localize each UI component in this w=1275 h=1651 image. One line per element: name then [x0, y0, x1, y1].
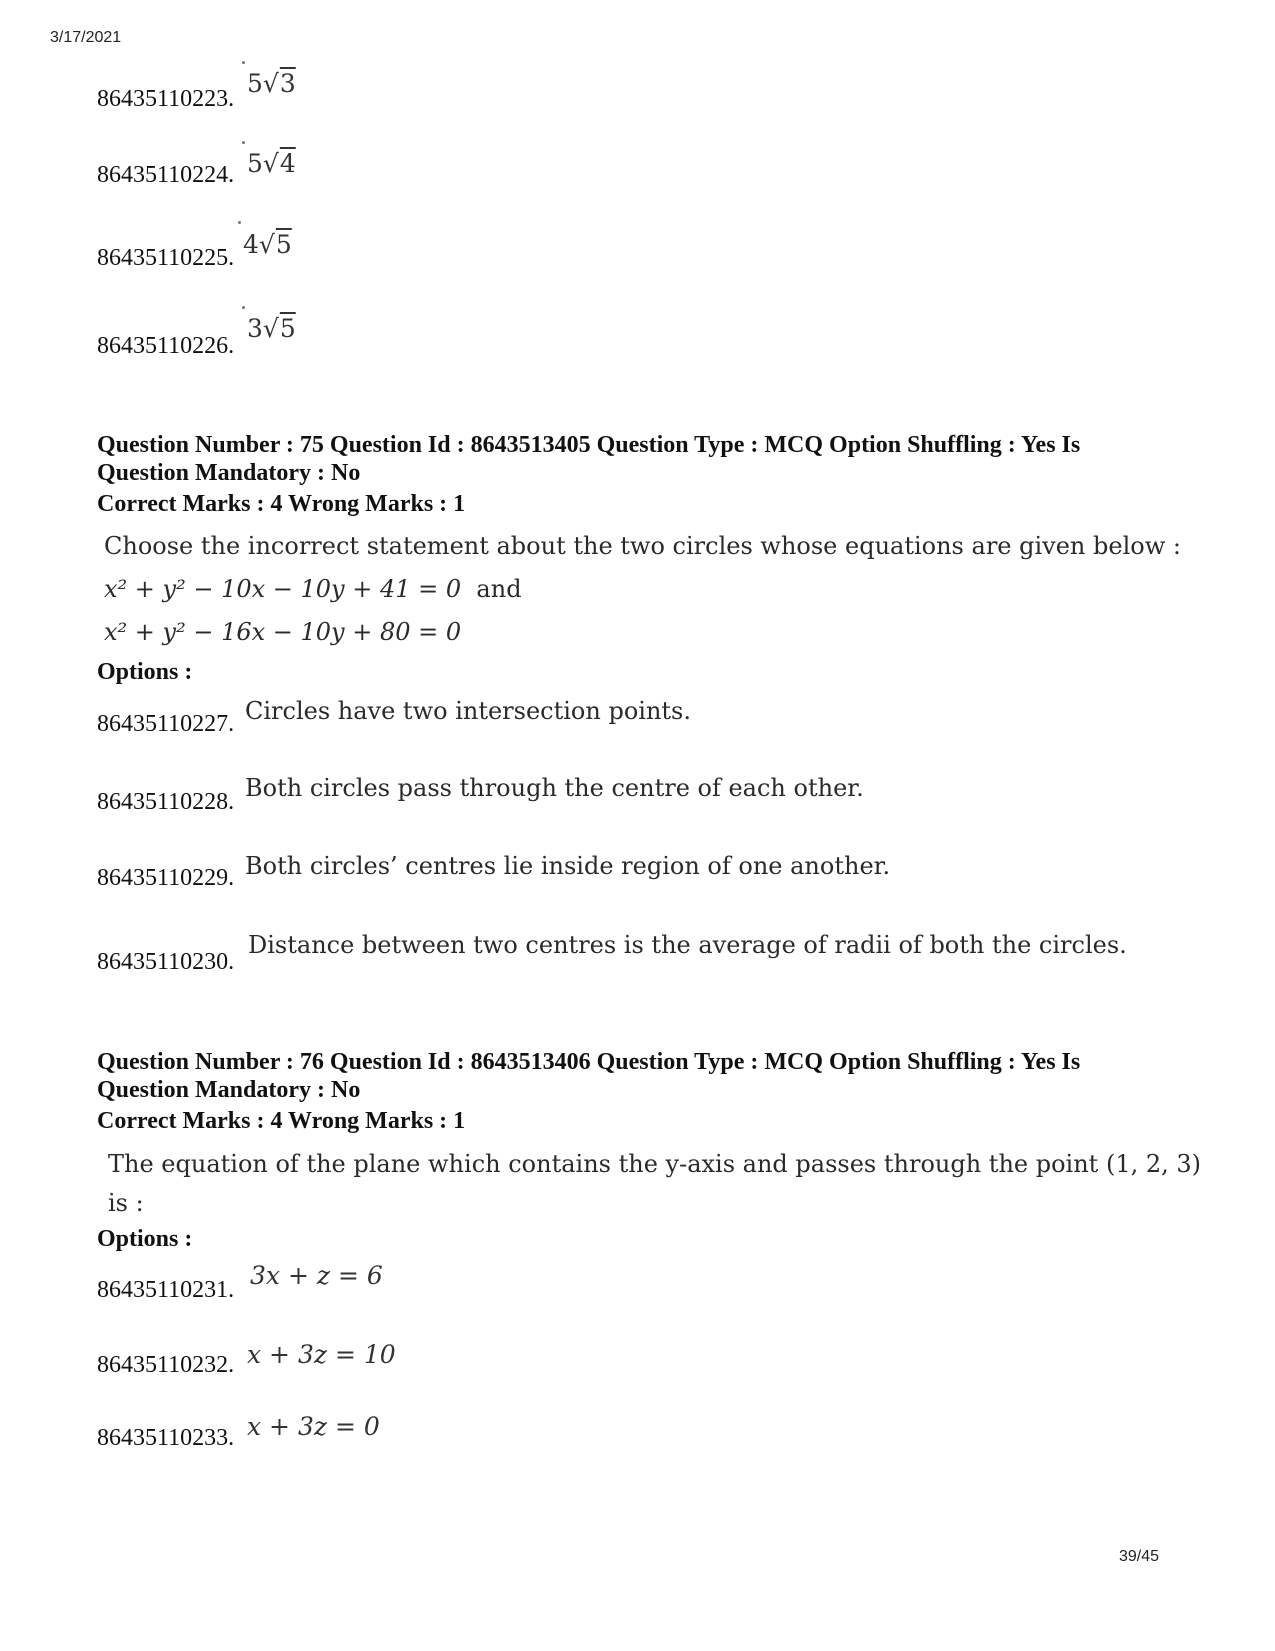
question-75-equation-1: x² + y² − 10x − 10y + 41 = 0 and: [104, 575, 522, 603]
option-text: Circles have two intersection points.: [245, 697, 692, 725]
option-id: 86435110233.: [97, 1425, 235, 1451]
option-id: 86435110231.: [97, 1277, 235, 1303]
option-math: x + 3z = 0: [247, 1412, 380, 1441]
question-75-marks: Correct Marks : 4 Wrong Marks : 1: [97, 491, 466, 517]
option-math: 3√5: [247, 314, 296, 343]
question-75-statement: Choose the incorrect statement about the two circles whose equations are given below :: [104, 532, 1181, 560]
page-number: 39/45: [1119, 1548, 1160, 1565]
option-math: 5√3: [247, 69, 296, 98]
option-math: 5√4: [247, 149, 296, 178]
question-75-options-label: Options :: [97, 659, 193, 685]
question-76-options-label: Options :: [97, 1226, 193, 1252]
question-76-statement-line-1: The equation of the plane which contains the y-axis and passes through the point (1, 2, 3): [108, 1150, 1202, 1178]
print-date: 3/17/2021: [50, 29, 122, 46]
option-text: Both circles’ centres lie inside region of one another.: [245, 852, 891, 880]
option-id: 86435110232.: [97, 1352, 235, 1378]
question-75-header: Question Number : 75 Question Id : 8643513405 Question Type : MCQ Option Shuffling : Yes Is Question Mandatory : No: [97, 432, 1081, 486]
option-math: 3x + z = 6: [250, 1261, 383, 1290]
question-76-marks: Correct Marks : 4 Wrong Marks : 1: [97, 1108, 466, 1134]
option-id: 86435110229.: [97, 865, 235, 891]
option-math: 4√5: [243, 230, 292, 259]
option-id: 86435110226.: [97, 333, 235, 359]
option-text: Distance between two centres is the average of radii of both the circles.: [248, 931, 1127, 959]
option-id: 86435110230.: [97, 949, 235, 975]
option-math: x + 3z = 10: [247, 1340, 396, 1369]
question-75-equation-2: x² + y² − 16x − 10y + 80 = 0: [104, 618, 462, 646]
option-id: 86435110227.: [97, 711, 235, 737]
question-76-statement-line-2: is :: [108, 1189, 144, 1217]
option-id: 86435110224.: [97, 162, 235, 188]
option-id: 86435110225.: [97, 245, 235, 271]
option-id: 86435110228.: [97, 789, 235, 815]
option-text: Both circles pass through the centre of each other.: [245, 774, 864, 802]
option-id: 86435110223.: [97, 86, 235, 112]
question-76-header: Question Number : 76 Question Id : 8643513406 Question Type : MCQ Option Shuffling : Yes Is Question Mandatory : No: [97, 1049, 1081, 1103]
